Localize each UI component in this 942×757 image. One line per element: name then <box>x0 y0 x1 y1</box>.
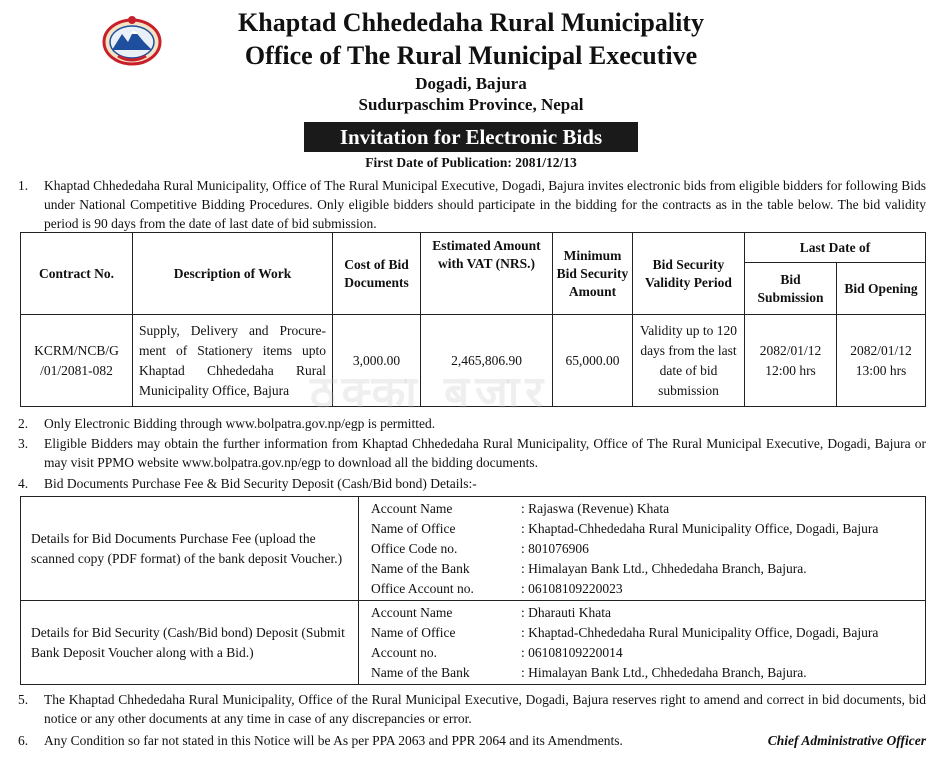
header-min-security: Minimum Bid Security Amount <box>553 233 633 315</box>
kv-value: : Rajaswa (Revenue) Khata <box>521 500 670 516</box>
paragraph-number: 3. <box>18 436 29 451</box>
fee-table <box>20 496 926 685</box>
submission-time: 12:00 hrs <box>765 362 816 378</box>
kv-value: : Dharauti Khata <box>521 604 611 620</box>
paragraph-number: 1. <box>18 178 29 193</box>
kv-value: : Khaptad-Chhededaha Rural Municipality Office, Dogadi, Bajura <box>521 520 879 536</box>
signature-title: Chief Administrative Officer <box>767 733 926 748</box>
kv-value: : 06108109220023 <box>521 580 623 596</box>
cell-opening <box>837 315 926 407</box>
kv-value: : 06108109220014 <box>521 644 623 660</box>
cell-estimate: 2,465,806.90 <box>421 315 553 407</box>
security-deposit-label: Details for Bid Security (Cash/Bid bond) Deposit (Submit Bank Deposit Voucher along with a Bid.) <box>21 601 359 685</box>
watermark: ठक्का बजार <box>310 367 550 418</box>
paragraph-text: Bid Documents Purchase Fee & Bid Security Deposit (Cash/Bid bond) Details:- <box>44 476 477 491</box>
cell-min-security: 65,000.00 <box>553 315 633 407</box>
kv-value: : Khaptad-Chhededaha Rural Municipality Office, Dogadi, Bajura <box>521 624 879 640</box>
office-title: Office of The Rural Municipal Executive <box>244 41 698 70</box>
municipality-title: Khaptad Chhededaha Rural Municipality <box>238 8 704 37</box>
opening-date: 2082/01/12 <box>850 342 912 358</box>
kv-value: : Himalayan Bank Ltd., Chhededaha Branch, Bajura. <box>521 560 807 576</box>
kv-key: Office Code no. <box>371 540 458 556</box>
paragraph-1 <box>18 176 926 233</box>
kv-key: Name of the Bank <box>371 560 470 576</box>
publication-date: First Date of Publication: 2081/12/13 <box>365 155 577 170</box>
cell-validity: Validity up to 120 days from the last date of bid submission <box>633 315 745 407</box>
security-deposit-row <box>21 601 926 685</box>
paragraph-text: Only Electronic Bidding through www.bolpatra.gov.np/egp is permitted. <box>44 416 436 431</box>
header-estimate: Estimated Amount with VAT (NRS.) <box>421 233 553 315</box>
kv-key: Name of Office <box>371 520 456 536</box>
header-cost: Cost of Bid Documents <box>333 233 421 315</box>
purchase-fee-details <box>359 497 926 601</box>
kv-key: Account no. <box>371 644 437 660</box>
kv-key: Account Name <box>371 500 453 516</box>
cell-description: Supply, Delivery and Procure-ment of Stationery items upto Khaptad Chhededaha Rural Municipality Office, Bajura <box>133 315 333 407</box>
header-description: Description of Work <box>133 233 333 315</box>
province-line: Sudurpaschim Province, Nepal <box>358 95 584 114</box>
paragraph-2 <box>18 414 926 433</box>
purchase-fee-label: Details for Bid Documents Purchase Fee (upload the scanned copy (PDF format) of the bank deposit Voucher.) <box>21 497 359 601</box>
kv-key: Name of the Bank <box>371 664 470 680</box>
paragraph-text: Eligible Bidders may obtain the further information from Khaptad Chhededaha Rural Municipality, Office of The Rural Municipal Executive, Dogadi, Bajura or may visit PPMO website www.bolpatra.gov.np/egp to download all the bidding documents. <box>44 436 926 470</box>
kv-key: Office Account no. <box>371 580 474 596</box>
paragraph-number: 4. <box>18 476 29 491</box>
paragraph-number: 6. <box>18 733 29 748</box>
paragraph-text: Any Condition so far not stated in this Notice will be As per PPA 2063 and PPR 2064 and its Amendments. <box>44 733 623 748</box>
kv-value: : 801076906 <box>521 540 589 556</box>
paragraph-number: 5. <box>18 692 29 707</box>
paragraph-4 <box>18 474 926 493</box>
header-submission: Bid Submission <box>745 263 837 315</box>
header-contract: Contract No. <box>21 233 133 315</box>
paragraph-text: The Khaptad Chhededaha Rural Municipality, Office of the Rural Municipal Executive, Dogadi, Bajura reserves right to amend and correct in bid documents, bid notice or any other documents at any time in case of any discrepancies or error. <box>44 692 926 726</box>
paragraph-6 <box>18 731 738 750</box>
kv-value: : Himalayan Bank Ltd., Chhededaha Branch, Bajura. <box>521 664 807 680</box>
paragraph-text: Khaptad Chhededaha Rural Municipality, Office of The Rural Municipal Executive, Dogadi, Bajura invites electronic bids from eligible bidders for following Bids under National Competitive Bidding Procedures. Only eligible bidders should participate in the bidding for the contracts as in the table below. The bid validity period is 90 days from the date of last date of bid submission. <box>44 178 926 231</box>
notice-banner: Invitation for Electronic Bids <box>304 122 638 152</box>
submission-date: 2082/01/12 <box>759 342 822 358</box>
paragraph-number: 2. <box>18 416 29 431</box>
cell-cost: 3,000.00 <box>333 315 421 407</box>
header-last-date: Last Date of <box>745 233 926 263</box>
header-validity: Bid Security Validity Period <box>633 233 745 315</box>
cell-submission <box>745 315 837 407</box>
paragraph-5 <box>18 690 926 728</box>
opening-time: 13:00 hrs <box>855 362 907 378</box>
header-opening: Bid Opening <box>837 263 926 315</box>
security-deposit-details <box>359 601 926 685</box>
purchase-fee-row <box>21 497 926 601</box>
kv-key: Name of Office <box>371 624 456 640</box>
cell-contract: KCRM/NCB/G /01/2081-082 <box>21 315 133 407</box>
paragraph-3 <box>18 434 926 472</box>
kv-key: Account Name <box>371 604 453 620</box>
address-line: Dogadi, Bajura <box>415 74 527 93</box>
